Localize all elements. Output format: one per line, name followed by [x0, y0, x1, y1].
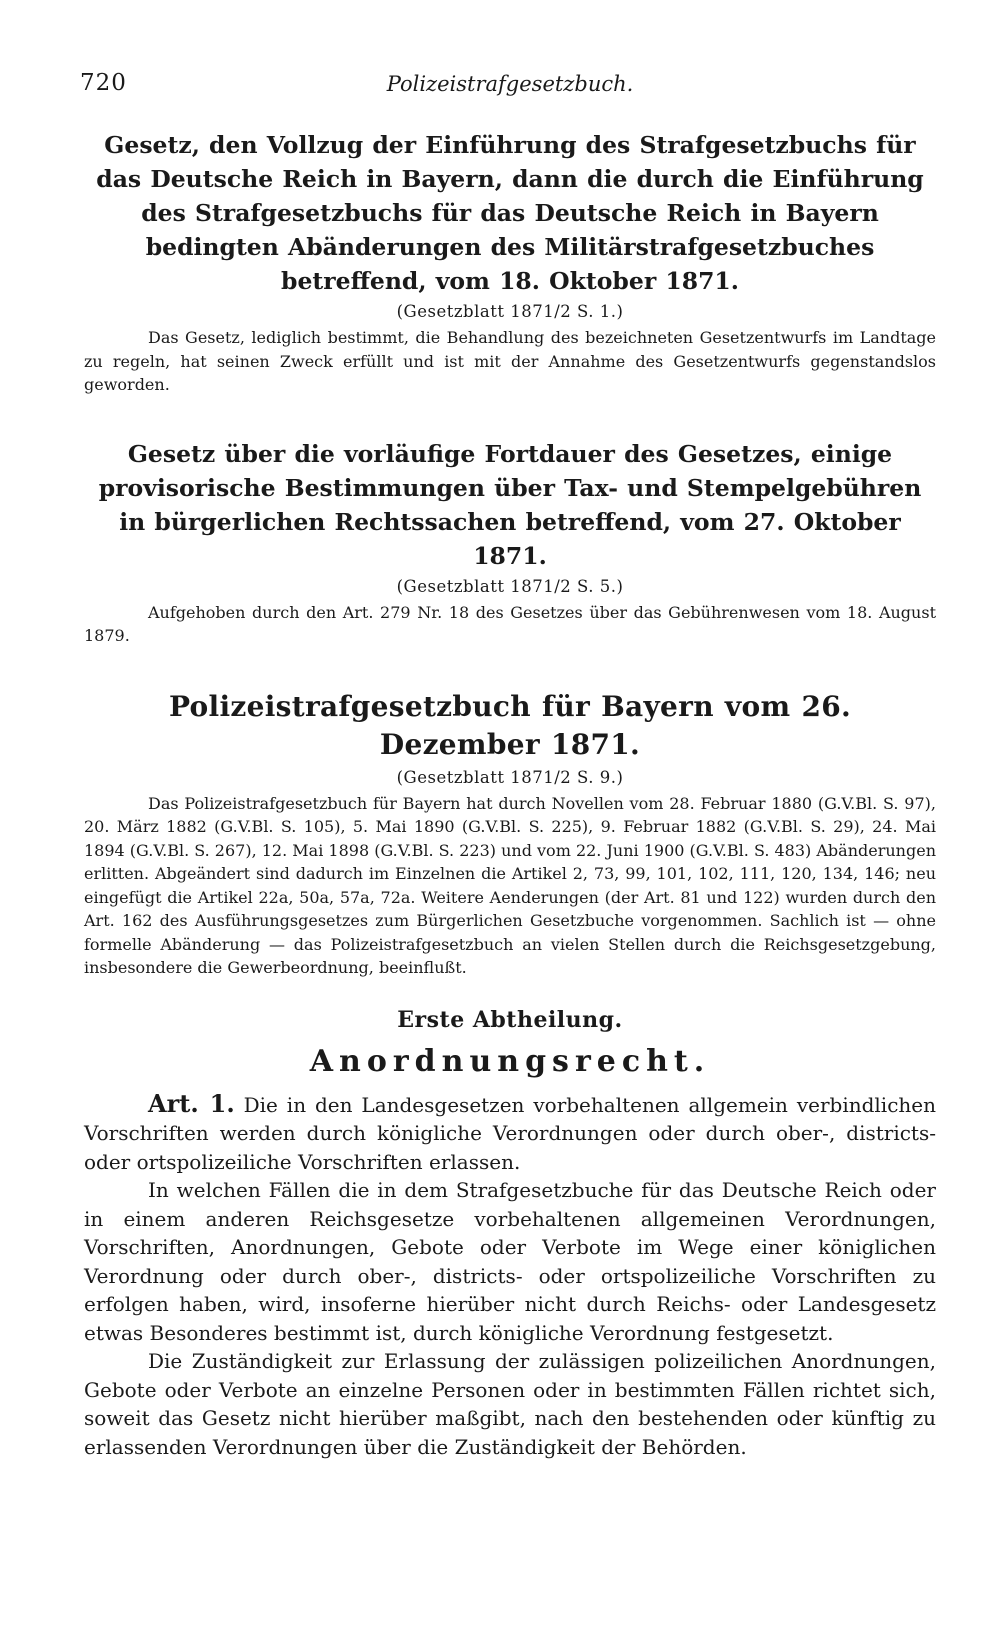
article-label: Art. 1.	[148, 1088, 235, 1118]
gazette-reference-3: (Gesetzblatt 1871/2 S. 9.)	[396, 767, 624, 787]
section-heading: Anordnungsrecht.	[309, 1043, 711, 1079]
main-law-title: Polizeistrafgesetzbuch für Bayern vom 26. Dezember 1871.	[168, 689, 852, 761]
law-title-1871-10-18: Gesetz, den Vollzug der Einführung des Strafgesetzbuchs für das Deutsche Reich in Bayern, dann die durch die Einführung des Strafgesetzbuchs für das Deutsche Reich in Bayern bedingten Abänderungen des Militärstrafgesetzbuches betreffend, vom 18. Oktober 1871.	[96, 131, 924, 295]
gazette-reference-2: (Gesetzblatt 1871/2 S. 5.)	[396, 576, 624, 596]
division-heading: Erste Abtheilung.	[397, 1006, 623, 1033]
editorial-note-1: Das Gesetz, lediglich bestimmt, die Behandlung des bezeichneten Gesetzentwurfs im Landtage zu regeln, hat seinen Zweck erfüllt und ist mit der Annahme des Gesetzentwurfs gegenstandslos geworden.	[84, 328, 936, 394]
editorial-note-2: Aufgehoben durch den Art. 279 Nr. 18 des Gesetzes über das Gebührenwesen vom 18. August 1879.	[84, 602, 936, 645]
article-1-paragraph-3: Die Zuständigkeit zur Erlassung der zulässigen polizeilichen Anordnungen, Gebote oder Verbote an einzelne Personen oder in bestimmten Fällen richtet sich, soweit das Gesetz nicht hierüber maßgibt, nach den bestehenden oder künftig zu erlassenden Verordnungen über die Zuständigkeit der Behörden.	[84, 1349, 936, 1459]
document-page	[80, 70, 937, 1630]
article-1-paragraph-2: In welchen Fällen die in dem Strafgesetzbuche für das Deutsche Reich oder in einem anderen Reichsgesetze vorbehaltenen allgemeinen Verordnungen, Vorschriften, Anordnungen, Gebote oder Verbote im Wege einer königlichen Verordnung oder durch ober-, districts- oder ortspolizeiliche Vorschriften zu erfolgen haben, wird, insoferne hierüber nicht durch Reichs- oder Landesgesetz etwas Besonderes bestimmt ist, durch königliche Verordnung festgesetzt.	[84, 1178, 936, 1345]
running-title: Polizeistrafgesetzbuch.	[386, 72, 634, 96]
editorial-note-3: Das Polizeistrafgesetzbuch für Bayern hat durch Novellen vom 28. Februar 1880 (G.V.Bl. S. 97), 20. März 1882 (G.V.Bl. S. 105), 5. Mai 1890 (G.V.Bl. S. 225), 9. Februar 1882 (G.V.Bl. S. 29), 24. Mai 1894 (G.V.Bl. S. 267), 12. Mai 1898 (G.V.Bl. S. 223) und vom 22. Juni 1900 (G.V.Bl. S. 483) Abänderungen erlitten. Abgeändert sind dadurch im Einzelnen die Artikel 2, 73, 99, 101, 102, 111, 120, 134, 146; neu eingefügt die Artikel 22a, 50a, 57a, 72a. Weitere Aenderungen (der Art. 81 und 122) wurden durch den Art. 162 des Ausführungsgesetzes zum Bürgerlichen Gesetzbuche vorgenommen. Sachlich ist — ohne formelle Abänderung — das Polizeistrafgesetzbuch an vielen Stellen durch die Reichsgesetzgebung, insbesondere die Gewerbeordnung, beeinflußt.	[84, 793, 936, 977]
article-1-paragraph-1	[84, 1090, 936, 1177]
page-number: 720	[80, 70, 127, 96]
article-1-text-1: Die in den Landesgesetzen vorbehaltenen allgemein verbindlichen Vorschriften werden durch königliche Verordnungen oder durch ober-, districts- oder ortspolizeiliche Vorschriften erlassen.	[84, 1092, 937, 1174]
law-title-1871-10-27: Gesetz über die vorläufige Fortdauer des Gesetzes, einige provisorische Bestimmungen über Tax- und Stempelgebühren in bürgerlichen Rechtssachen betreffend, vom 27. Oktober 1871.	[98, 439, 922, 570]
gazette-reference-1: (Gesetzblatt 1871/2 S. 1.)	[396, 302, 624, 321]
running-head	[80, 70, 936, 102]
